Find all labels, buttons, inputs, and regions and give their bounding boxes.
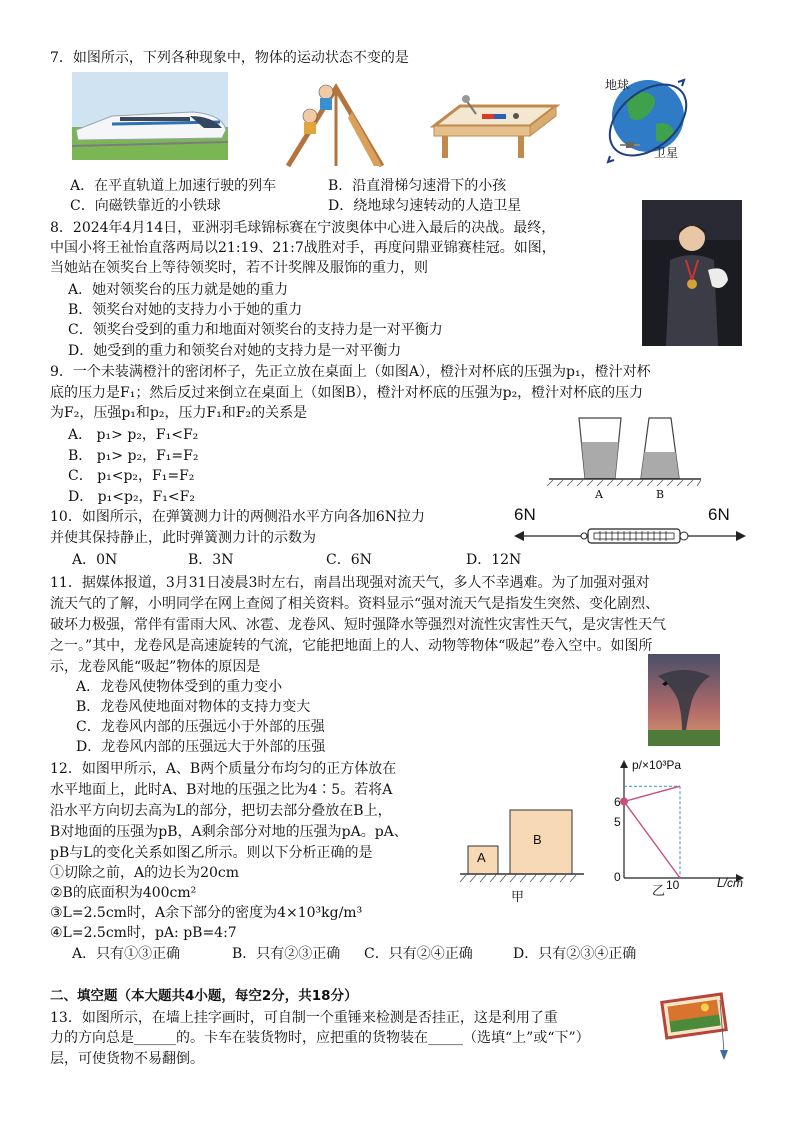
q10-option-b[interactable]: B．3N bbox=[188, 552, 234, 568]
block-b-label: B bbox=[533, 832, 542, 847]
q11-stem-line5: 示，龙卷风能“吸起”物体的原因是 bbox=[50, 659, 261, 675]
block-a-label: A bbox=[477, 850, 486, 865]
q12-stem-line2: 水平地面上，此时A、B对地的压强之比为4∶5。若将A bbox=[50, 782, 393, 798]
spring-scale-diagram bbox=[510, 524, 750, 548]
q11-stem-line3: 破坏力极强，常伴有雷雨大风、冰雹、龙卷风、短时强降水等强烈对流性灾害性天气，是灾害性天气 bbox=[50, 617, 666, 633]
figure-jia-caption: 甲 bbox=[511, 890, 525, 905]
magnet-tray-image bbox=[430, 92, 560, 164]
force-right-label: 6N bbox=[708, 505, 730, 524]
blocks-figure bbox=[460, 806, 586, 884]
q9-option-d[interactable]: D． p₁<p₂，F₁<F₂ bbox=[68, 489, 195, 505]
q10-option-a[interactable]: A．0N bbox=[72, 552, 118, 568]
q13-stem-line1: 13．如图所示，在墙上挂字画时，可自制一个重锤来检测是否挂正，这是利用了重 bbox=[50, 1010, 558, 1026]
q10-stem-line2: 并使其保持静止，此时弹簧测力计的示数为 bbox=[50, 530, 316, 546]
series-line-2 bbox=[624, 802, 680, 879]
q7-option-d[interactable]: D．绕地球匀速转动的人造卫星 bbox=[328, 198, 522, 214]
q8-stem-line2: 中国小将王祉怡直落两局以21:19、21:7战胜对手，再度问鼎亚锦赛桂冠。如图， bbox=[50, 240, 556, 256]
graph-tick-origin: 0 bbox=[614, 870, 621, 884]
graph-tick-y6: 6 bbox=[614, 795, 621, 809]
q11-stem-line2: 流天气的了解，小明同学在网上查阅了相关资料。资料显示“强对流天气是指发生突然、变化剧烈、 bbox=[50, 596, 660, 612]
q9-stem-line3: 为F₂，压强p₁和p₂，压力F₁和F₂的关系是 bbox=[50, 405, 308, 421]
q12-option-d[interactable]: D．只有②③④正确 bbox=[513, 946, 637, 962]
graph-tick-x10: 10 bbox=[666, 878, 680, 892]
q11-stem-line1: 11．据媒体报道，3月31日凌晨3时左右，南昌出现强对流天气，多人不幸遇难。为了加强对强对 bbox=[50, 575, 650, 591]
athlete-photo bbox=[642, 200, 742, 346]
q12-stem-line3: 沿水平方向切去高为L的部分，把切去部分叠放在B上， bbox=[50, 803, 392, 819]
q9-option-a[interactable]: A． p₁> p₂，F₁<F₂ bbox=[68, 427, 199, 443]
q12-stem-line1: 12．如图甲所示，A、B两个质量分布均匀的正方体放在 bbox=[50, 761, 397, 777]
q11-option-a[interactable]: A．龙卷风使物体受到的重力变小 bbox=[76, 679, 283, 695]
q7-stem: 7．如图所示，下列各种现象中，物体的运动状态不变的是 bbox=[50, 50, 409, 66]
q8-stem-line3: 当她站在领奖台上等待领奖时，若不计奖牌及服饰的重力，则 bbox=[50, 260, 428, 276]
painting-plumb-image bbox=[660, 992, 736, 1064]
satellite-label: 卫星 bbox=[654, 146, 679, 160]
q11-option-b[interactable]: B．龙卷风使地面对物体的支持力变大 bbox=[76, 699, 311, 715]
section-2-heading: 二、填空题（本大题共4小题，每空2分，共18分） bbox=[50, 988, 358, 1004]
pressure-graph bbox=[600, 756, 750, 896]
q10-option-d[interactable]: D．12N bbox=[466, 552, 522, 568]
q9-option-c[interactable]: C． p₁<p₂，F₁=F₂ bbox=[68, 468, 195, 484]
q12-statement-4: ④L=2.5cm时，pA: pB=4:7 bbox=[50, 925, 237, 941]
cup-a-label: A bbox=[595, 488, 603, 501]
q9-stem-line1: 9．一个未装满橙汁的密闭杯子，先正立放在桌面上（如图A），橙汁对杯底的压强为p₁，橙汁对杯 bbox=[50, 364, 651, 380]
q11-option-d[interactable]: D．龙卷风内部的压强远大于外部的压强 bbox=[76, 739, 326, 755]
graph-y-axis-label: p/×10³Pa bbox=[632, 758, 682, 772]
q12-statement-3: ③L=2.5cm时，A余下部分的密度为4×10³kg/m³ bbox=[50, 905, 363, 921]
q12-option-c[interactable]: C．只有②④正确 bbox=[364, 946, 473, 962]
q7-option-c[interactable]: C．向磁铁靠近的小铁球 bbox=[70, 198, 221, 214]
graph-tick-y5: 5 bbox=[614, 815, 621, 829]
q11-option-c[interactable]: C．龙卷风内部的压强远小于外部的压强 bbox=[76, 719, 325, 735]
q8-option-b[interactable]: B．领奖台对她的支持力小于她的重力 bbox=[68, 302, 303, 318]
figure-yi-caption: 乙 bbox=[652, 884, 666, 899]
force-left-label: 6N bbox=[514, 505, 536, 524]
slide-image bbox=[278, 68, 388, 168]
q12-statement-1: ①切除之前，A的边长为20cm bbox=[50, 865, 240, 881]
q8-stem-line1: 8．2024年4月14日，亚洲羽毛球锦标赛在宁波奥体中心进入最后的决战。最终， bbox=[50, 220, 556, 236]
q12-stem-line5: pB与L的变化关系如图乙所示。则以下分析正确的是 bbox=[50, 845, 373, 861]
q8-option-a[interactable]: A．她对领奖台的压力就是她的重力 bbox=[68, 282, 289, 298]
q12-option-a[interactable]: A．只有①③正确 bbox=[72, 946, 181, 962]
train-image bbox=[72, 72, 228, 160]
cup-b-label: B bbox=[656, 488, 665, 501]
graph-x-axis-label: L/cm bbox=[717, 876, 744, 890]
q12-statement-2: ②B的底面积为400cm² bbox=[50, 885, 197, 901]
q7-option-b[interactable]: B．沿直滑梯匀速滑下的小孩 bbox=[328, 178, 507, 194]
q7-option-a[interactable]: A．在平直轨道上加速行驶的列车 bbox=[70, 178, 277, 194]
q13-stem-line2: 力的方向总是______的。卡车在装货物时，应把重的货物装在_____（选填“上”或“下”） bbox=[50, 1030, 590, 1046]
series-line-1 bbox=[624, 786, 680, 801]
tornado-image bbox=[648, 654, 720, 746]
q10-option-c[interactable]: C．6N bbox=[326, 552, 372, 568]
start-point bbox=[620, 798, 628, 806]
q11-stem-line4: 之一。”其中，龙卷风是高速旋转的气流，它能把地面上的人、动物等物体“吸起”卷入空中。如图所 bbox=[50, 638, 653, 654]
q12-stem-line4: B对地面的压强为pB，A剩余部分对地的压强为pA。pA、 bbox=[50, 824, 408, 840]
cups-diagram bbox=[545, 414, 705, 500]
q9-stem-line2: 底的压力是F₁；然后反过来倒立在桌面上（如图B），橙汁对杯底的压强为p₂，橙汁对杯底的压力 bbox=[50, 385, 644, 401]
q10-stem-line1: 10．如图所示，在弹簧测力计的两侧沿水平方向各加6N拉力 bbox=[50, 509, 425, 525]
q12-option-b[interactable]: B．只有②③正确 bbox=[232, 946, 341, 962]
q8-option-d[interactable]: D．她受到的重力和领奖台对她的支持力是一对平衡力 bbox=[68, 343, 402, 359]
q13-stem-line3: 层，可使货物不易翻倒。 bbox=[50, 1051, 204, 1067]
q8-option-c[interactable]: C．领奖台受到的重力和地面对领奖台的支持力是一对平衡力 bbox=[68, 322, 443, 338]
earth-label: 地球 bbox=[605, 78, 630, 92]
q9-option-b[interactable]: B． p₁> p₂，F₁=F₂ bbox=[68, 448, 199, 464]
